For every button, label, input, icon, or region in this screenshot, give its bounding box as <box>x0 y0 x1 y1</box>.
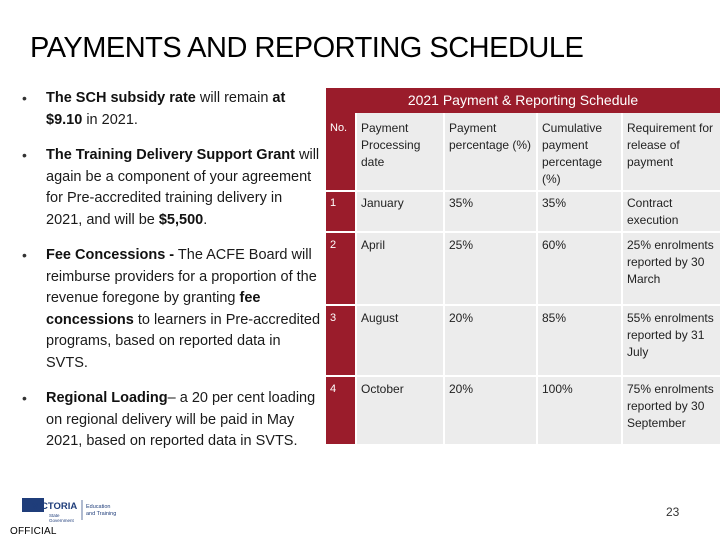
cell-percentage: 35% <box>444 191 537 232</box>
bullet-text-2: to learners in Pre-accredited programs, based on reported data in SVTS. <box>46 311 321 371</box>
bullet-bold: Fee Concessions - <box>46 247 175 263</box>
logo-dept-line2: and Training <box>86 511 117 517</box>
cell-requirement: 75% enrolments reported by 30 September <box>622 376 720 444</box>
bullet-text: will again be a component of your agreement for Pre-accredited training delivery in 2021, and will be <box>46 147 320 228</box>
bullet-regional-loading <box>20 388 320 453</box>
official-label: OFFICIAL <box>10 526 57 537</box>
bullet-text-2: in 2021. <box>82 111 138 128</box>
table-row <box>326 305 720 376</box>
row-number: 3 <box>326 305 356 376</box>
logo-government: Government <box>49 518 74 523</box>
bullet-text-2: . <box>203 211 208 228</box>
logo-wordmark: VICTORIA <box>32 501 78 512</box>
column-header-requirement: Requirement for release of payment <box>622 113 720 191</box>
cell-requirement: 55% enrolments reported by 31 July <box>622 305 720 376</box>
cell-percentage: 20% <box>444 376 537 444</box>
bullet-sch-subsidy <box>20 88 320 131</box>
victoria-government-logo <box>22 496 142 526</box>
bullet-bold-2: at $9.10 <box>46 90 286 128</box>
schedule-table <box>326 113 720 444</box>
column-header-cumulative: Cumulative payment percentage (%) <box>537 113 622 191</box>
page-number: 23 <box>666 505 680 519</box>
bullet-bold: Regional Loading <box>46 390 168 406</box>
bullet-fee-concessions <box>20 245 320 374</box>
logo-state: State <box>49 513 60 518</box>
cell-percentage: 25% <box>444 232 537 305</box>
logo-dept-line1: Education <box>86 504 111 510</box>
bullet-text: The ACFE Board will reimburse providers for a proportion of the revenue foregone by granting <box>46 247 317 306</box>
cell-date: October <box>356 376 444 444</box>
bullet-bold-2: $5,500 <box>158 211 204 228</box>
table-row <box>326 376 720 444</box>
cell-percentage: 20% <box>444 305 537 376</box>
bullet-bold: The SCH subsidy rate <box>46 90 196 106</box>
table-header-row <box>326 113 720 191</box>
cell-cumulative: 35% <box>537 191 622 232</box>
schedule-panel <box>326 88 720 444</box>
page-title: PAYMENTS AND REPORTING SCHEDULE <box>30 32 584 64</box>
cell-requirement: 25% enrolments reported by 30 March <box>622 232 720 305</box>
bullet-training-grant <box>20 145 320 231</box>
cell-requirement: Contract execution <box>622 191 720 232</box>
column-header-no: No. <box>326 113 356 191</box>
bullet-text: will remain <box>195 90 273 106</box>
row-number: 4 <box>326 376 356 444</box>
cell-cumulative: 85% <box>537 305 622 376</box>
cell-cumulative: 100% <box>537 376 622 444</box>
cell-date: April <box>356 232 444 305</box>
cell-date: August <box>356 305 444 376</box>
schedule-title: 2021 Payment & Reporting Schedule <box>326 88 720 113</box>
table-row <box>326 191 720 232</box>
bullet-bold-2: fee concessions <box>46 290 261 328</box>
bullet-bold: The Training Delivery Support Grant <box>46 147 295 163</box>
column-header-date: Payment Processing date <box>356 113 444 191</box>
cell-cumulative: 60% <box>537 232 622 305</box>
row-number: 1 <box>326 191 356 232</box>
bullet-text: – a 20 per cent loading on regional delivery will be paid in May 2021, based on reported data in SVTS. <box>46 390 316 449</box>
table-row <box>326 232 720 305</box>
row-number: 2 <box>326 232 356 305</box>
column-header-percentage: Payment percentage (%) <box>444 113 537 191</box>
bullet-list <box>20 88 320 467</box>
cell-date: January <box>356 191 444 232</box>
